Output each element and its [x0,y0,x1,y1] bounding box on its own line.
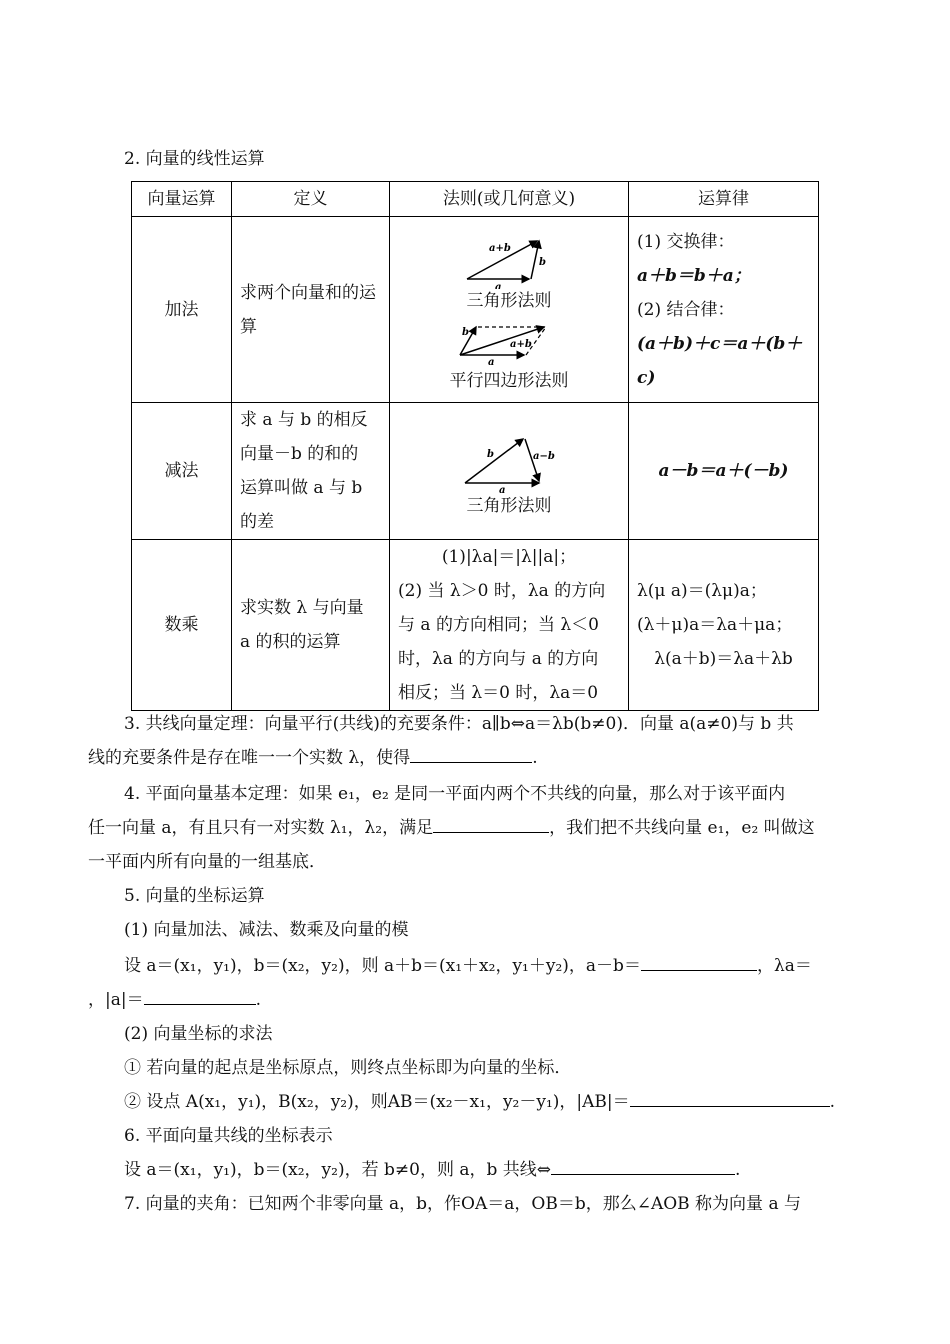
header-law: 运算律 [629,182,819,217]
svg-text:a−b: a−b [533,451,555,462]
coordinate-ops-line-1: 设 a＝(x₁，y₁)，b＝(x₂，y₂)，则 a＋b＝(x₁＋x₂，y₁＋y₂)，a－b＝ ，λa＝ [124,956,812,976]
triangle-rule-figure [459,229,559,289]
svg-text:b: b [539,256,546,268]
paragraph-4-line-2: 任一向量 a，有且只有一对实数 λ₁，λ₂，满足 ，我们把不共线向量 e₁，e₂ 叫做这 [88,818,815,838]
section-5-1-title: (1) 向量加法、减法、数乘及向量的模 [124,920,409,940]
svg-text:a: a [488,356,495,365]
svg-text:a+b: a+b [510,338,532,350]
addition-law: (1) 交换律： a＋b＝b＋a； (2) 结合律： (a＋b)＋c＝a＋(b＋ c) [629,217,819,403]
header-operation: 向量运算 [132,182,232,217]
section-7-line-1: 7. 向量的夹角：已知两个非零向量 a，b，作OA＝a，OB＝b，那么∠AOB 称为向量 a 与 [124,1194,802,1214]
svg-text:a: a [499,485,506,493]
coordinate-rule-1: ① 若向量的起点是坐标原点，则终点坐标即为向量的坐标． [124,1058,572,1078]
paragraph-3-line-1: 3. 共线向量定理：向量平行(共线)的充要条件：a∥b⇔a＝λb(b≠0)．向量 a(a≠0)与 b 共 [124,714,794,734]
header-rule: 法则(或几何意义) [390,182,629,217]
section-6-title: 6. 平面向量共线的坐标表示 [124,1126,333,1146]
parallelogram-rule-label: 平行四边形法则 [449,370,569,391]
multiplication-law: λ(μ a)＝(λμ)a； (λ＋μ)a＝λa＋μa； λ(a＋b)＝λa＋λb [629,540,819,711]
svg-text:a+b: a+b [489,242,511,254]
subtraction-triangle-figure [459,431,559,493]
coordinate-ops-line-2: ，|a|＝ . [88,990,261,1010]
paragraph-4-line-1: 4. 平面向量基本定理：如果 e₁，e₂ 是同一平面内两个不共线的向量，那么对于该平面内 [124,784,786,804]
subtraction-rule [390,403,629,540]
svg-text:a: a [495,281,502,289]
subtraction-law: a－b＝a＋(－b) [629,403,819,540]
subtraction-rule-label: 三角形法则 [466,496,552,516]
multiplication-definition: 求实数 λ 与向量 a 的积的运算 [232,540,390,711]
multiplication-name: 数乘 [132,540,232,711]
triangle-rule-label: 三角形法则 [466,290,552,311]
section-5-title: 5. 向量的坐标运算 [124,886,265,906]
section-2-title: 2. 向量的线性运算 [124,149,265,169]
collinear-coordinate-line: 设 a＝(x₁，y₁)，b＝(x₂，y₂)，若 b≠0，则 a，b 共线⇔ . [124,1160,741,1180]
addition-name: 加法 [132,217,232,403]
multiplication-rule: (1)|λa|＝|λ||a|； (2) 当 λ＞0 时，λa 的方向 与 a 的方向相同；当 λ＜0 时，λa 的方向与 a 的方向 相反；当 λ＝0 时，λa＝0 [390,540,629,711]
subtraction-name: 减法 [132,403,232,540]
linear-operations-table [131,181,819,711]
parallelogram-rule-figure [454,317,564,365]
subtraction-definition: 求 a 与 b 的相反 向量－b 的和的 运算叫做 a 与 b 的差 [232,403,390,540]
addition-rule [390,217,629,403]
svg-text:b: b [462,326,469,338]
coordinate-rule-2: ② 设点 A(x₁，y₁)，B(x₂，y₂)，则AB＝(x₂－x₁，y₂－y₁)，|AB|＝ . [124,1092,836,1112]
section-5-2-title: (2) 向量坐标的求法 [124,1024,273,1044]
svg-text:b: b [487,449,494,460]
addition-definition: 求两个向量和的运算 [232,217,390,403]
paragraph-3-line-2: 线的充要条件是存在唯一一个实数 λ，使得 . [88,748,538,768]
header-definition: 定义 [232,182,390,217]
paragraph-4-line-3: 一平面内所有向量的一组基底． [88,852,326,872]
